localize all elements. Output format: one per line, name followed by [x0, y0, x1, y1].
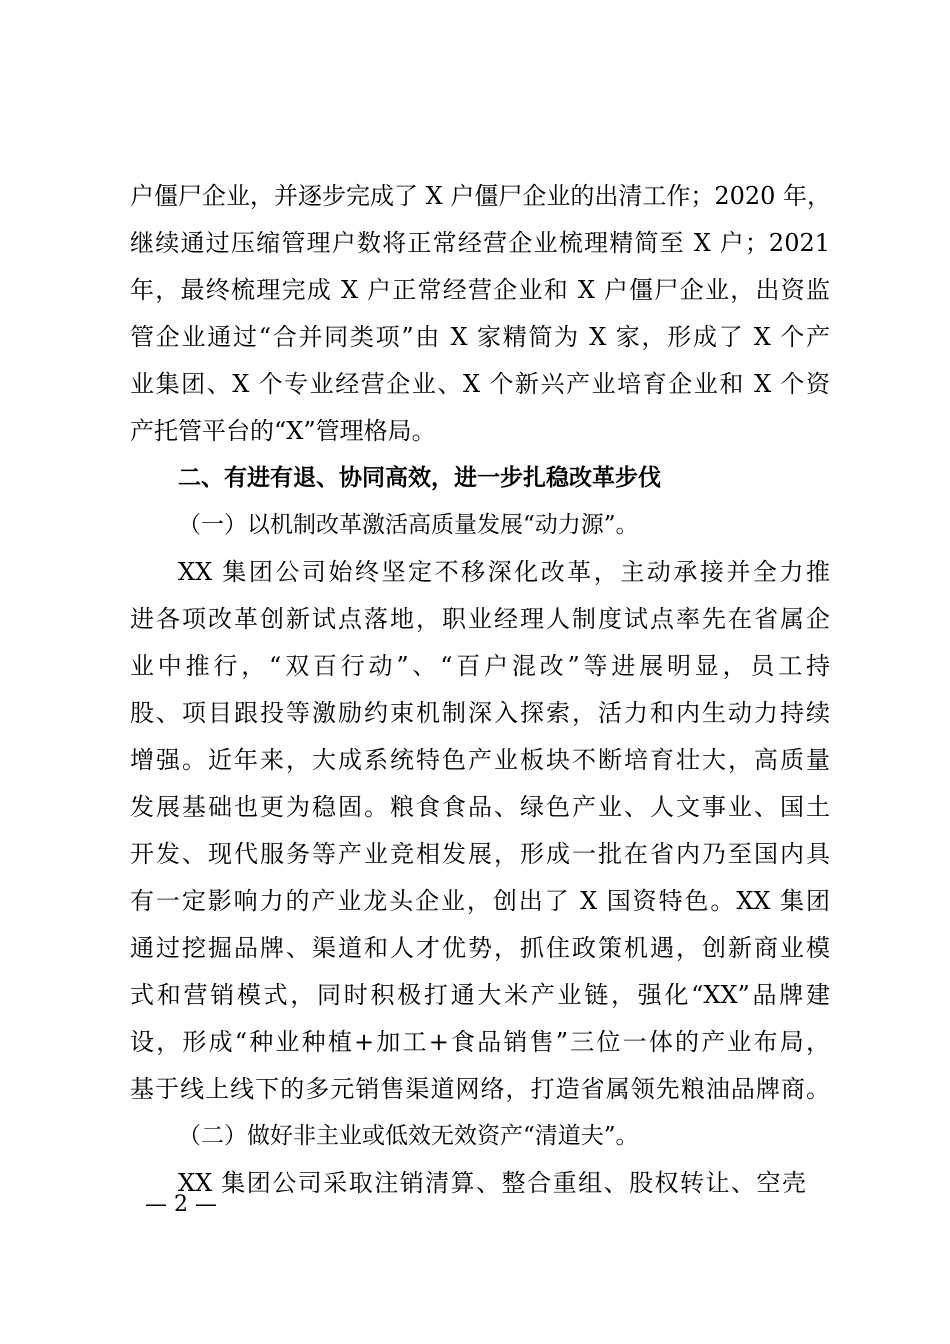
- paragraph-2-line-5: 增强。近年来，大成系统特色产业板块不断培育壮大，高质量: [130, 746, 830, 774]
- paragraph-2-line-2: 进各项改革创新试点落地，职业经理人制度试点率先在省属企: [130, 605, 830, 633]
- paragraph-2-line-7: 开发、现代服务等产业竞相发展，形成一批在省内乃至国内具: [130, 840, 830, 868]
- paragraph-2-line-3: 业中推行，“双百行动”、“百户混改”等进展明显，员工持: [130, 652, 830, 680]
- section-heading: 二、有进有退、协同高效，进一步扎稳改革步伐: [178, 465, 661, 491]
- subsection-heading-2: （二）做好非主业或低效无效资产“清道夫”。: [178, 1123, 639, 1149]
- paragraph-1-line-1: 户僵尸企业，并逐步完成了 X 户僵尸企业的出清工作；2020 年，: [130, 182, 832, 210]
- paragraph-1-line-6: 产托管平台的“X”管理格局。: [130, 417, 436, 445]
- paragraph-2-line-1: XX 集团公司始终坚定不移深化改革，主动承接并全力推: [178, 558, 830, 586]
- subsection-heading-1: （一）以机制改革激活高质量发展“动力源”。: [178, 512, 639, 538]
- paragraph-2-line-10: 式和营销模式，同时积极打通大米产业链，强化“XX”品牌建: [130, 981, 830, 1009]
- paragraph-2-line-8: 有一定影响力的产业龙头企业，创出了 X 国资特色。XX 集团: [130, 887, 830, 915]
- paragraph-2-line-12: 基于线上线下的多元销售渠道网络，打造省属领先粮油品牌商。: [130, 1075, 830, 1103]
- page-number: — 2 —: [145, 1192, 217, 1217]
- paragraph-1-line-2: 继续通过压缩管理户数将正常经营企业梳理精简至 X 户；2021: [130, 229, 830, 257]
- paragraph-3-line-1: XX 集团公司采取注销清算、整合重组、股权转让、空壳: [178, 1169, 806, 1197]
- paragraph-1-line-3: 年，最终梳理完成 X 户正常经营企业和 X 户僵尸企业，出资监: [130, 276, 830, 304]
- paragraph-2-line-11: 设，形成“种业种植+加工+食品销售”三位一体的产业布局，: [130, 1028, 830, 1056]
- paragraph-1-line-5: 业集团、X 个专业经营企业、X 个新兴产业培育企业和 X 个资: [130, 370, 830, 398]
- paragraph-2-line-9: 通过挖掘品牌、渠道和人才优势，抓住政策机遇，创新商业模: [130, 934, 830, 962]
- paragraph-2-line-6: 发展基础也更为稳固。粮食食品、绿色产业、人文事业、国土: [130, 793, 830, 821]
- paragraph-2-line-4: 股、项目跟投等激励约束机制深入探索，活力和内生动力持续: [130, 699, 830, 727]
- paragraph-1-line-4: 管企业通过“合并同类项”由 X 家精简为 X 家，形成了 X 个产: [130, 323, 830, 351]
